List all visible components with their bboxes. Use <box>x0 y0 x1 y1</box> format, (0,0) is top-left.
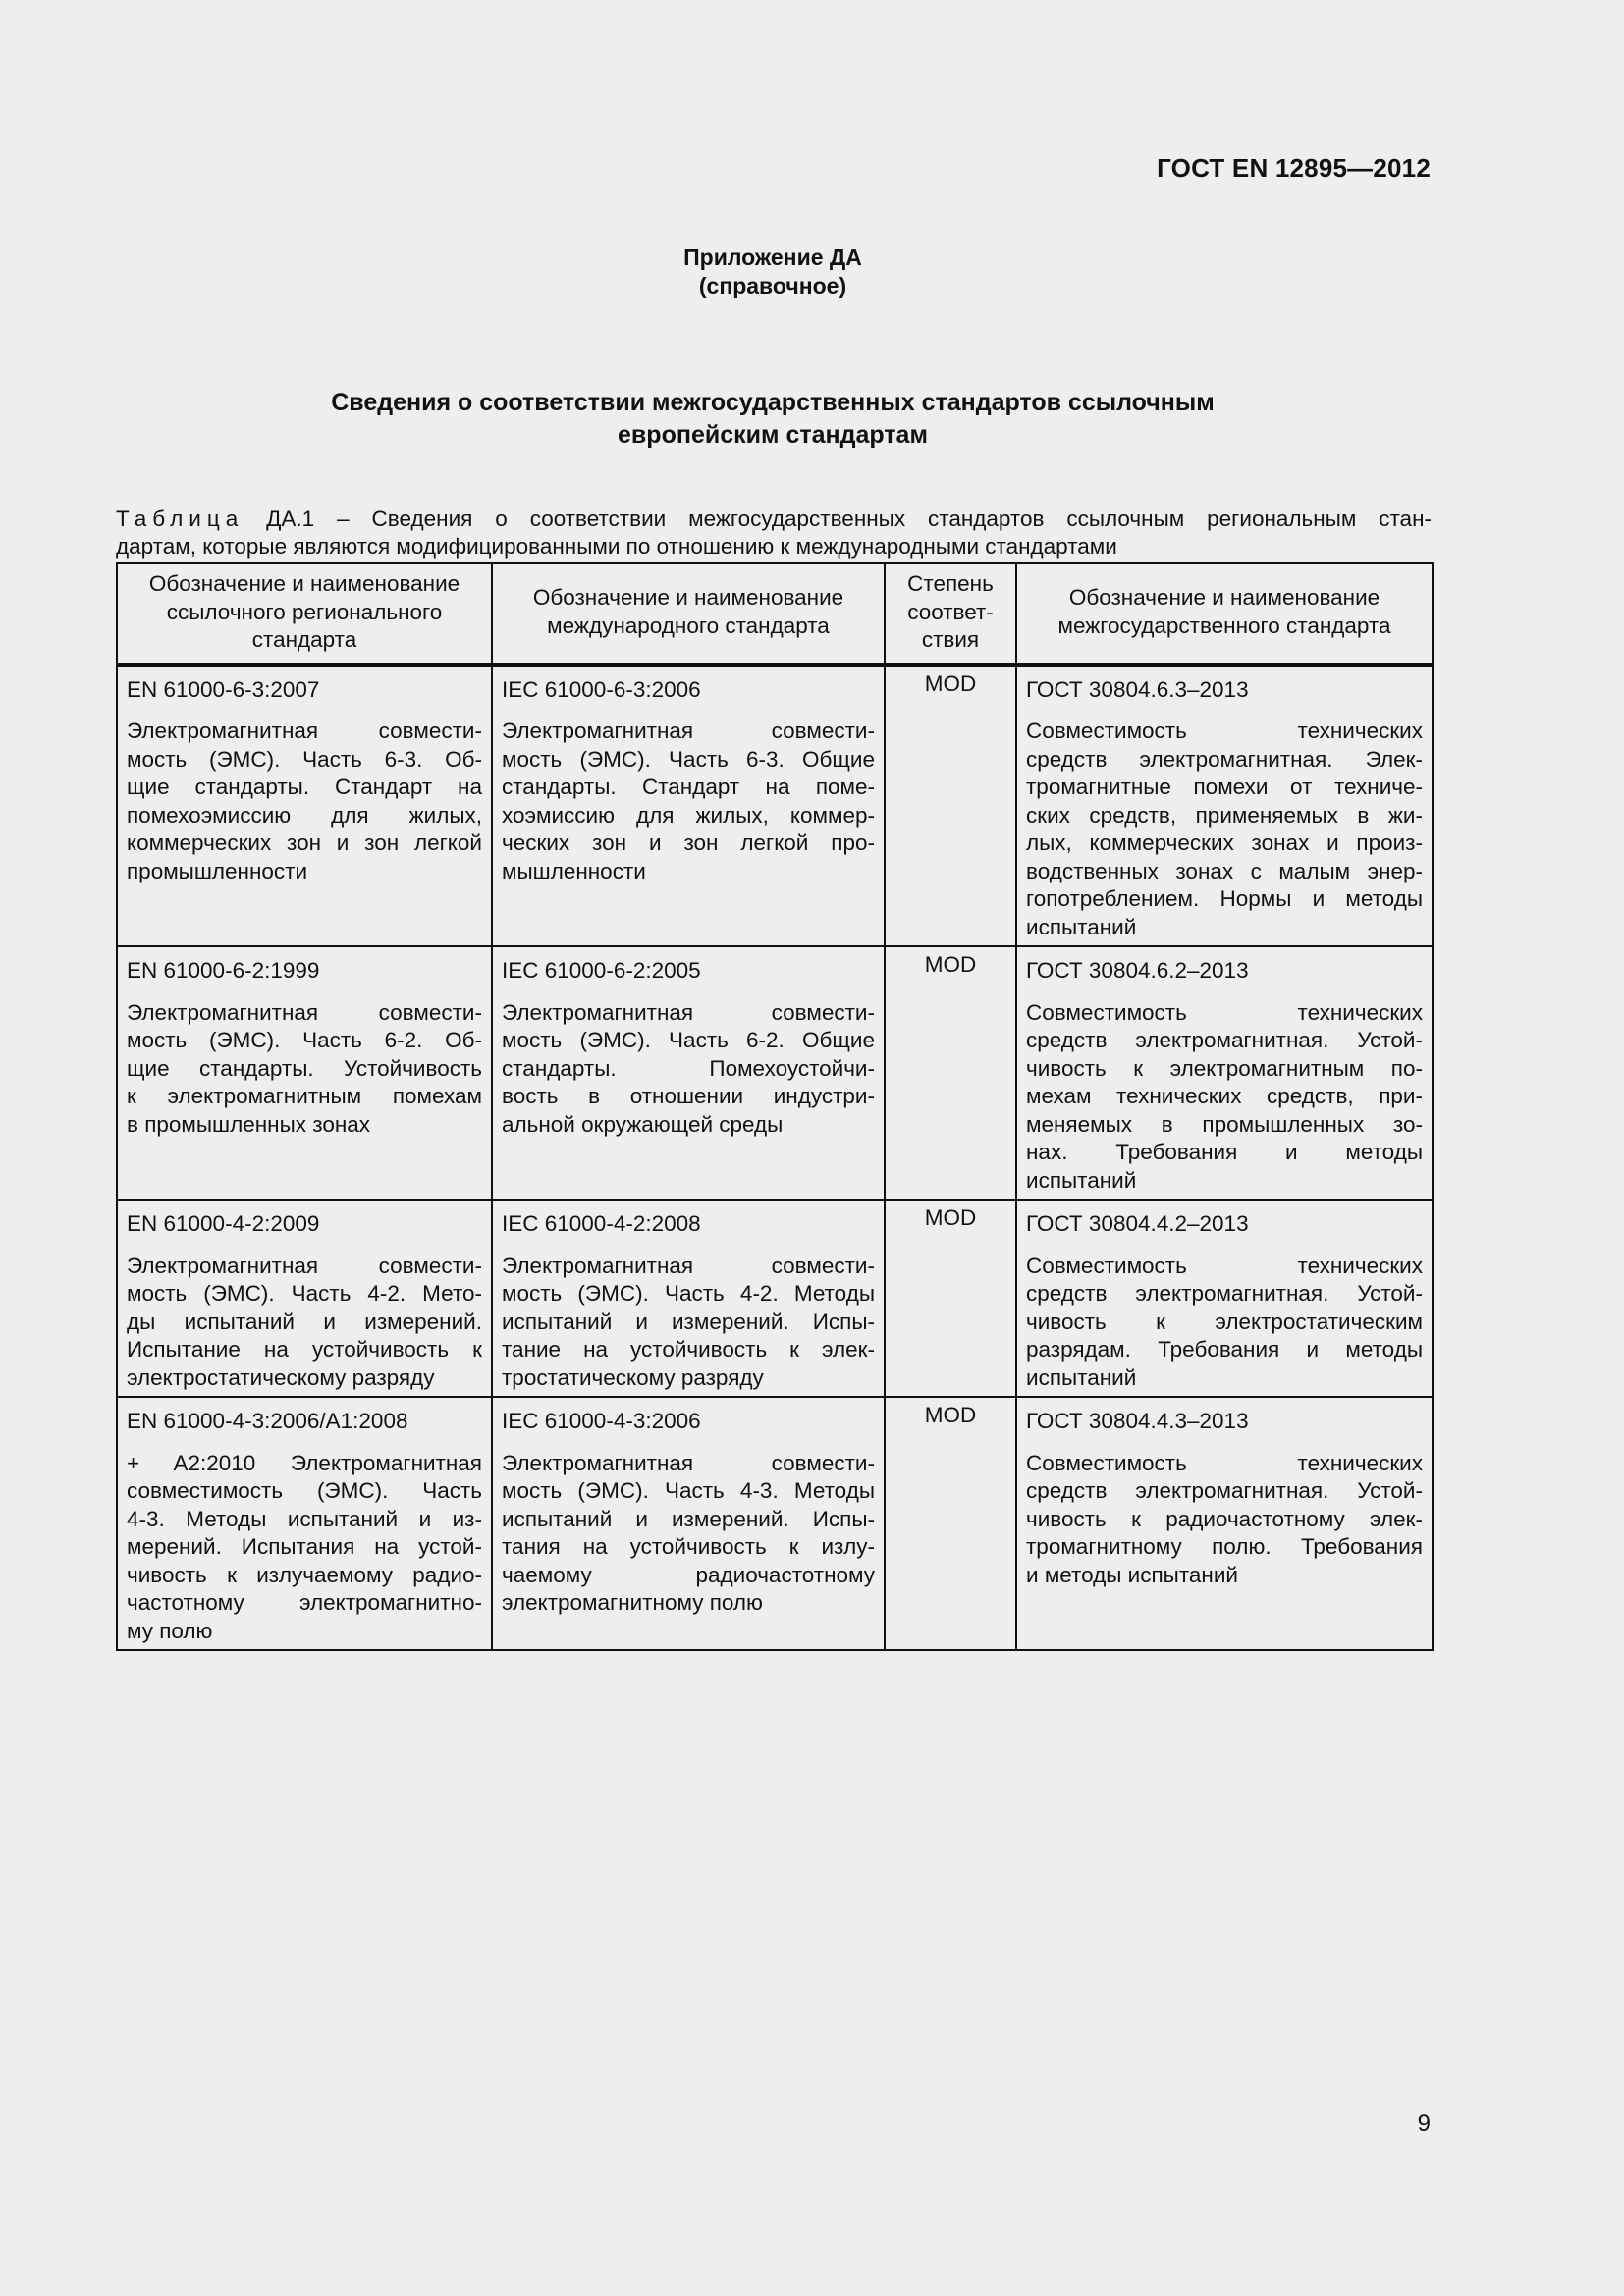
standard-code: EN 61000-4-2:2009 <box>127 1211 320 1236</box>
table-caption <box>116 506 1432 561</box>
standard-title-line: тростатическому разряду <box>502 1364 764 1390</box>
standard-title-line: Электромагнитная совмести- <box>502 719 875 743</box>
standard-code: IEC 61000-4-3:2006 <box>502 1409 701 1433</box>
table-row <box>117 1397 1433 1650</box>
standard-title-line: средств электромагнитная. Устой- <box>1026 1478 1423 1503</box>
standard-title-line: тромагнитные помехи от техниче- <box>1026 774 1423 799</box>
standard-title-line: разрядам. Требования и методы <box>1026 1337 1423 1362</box>
table-header-row <box>117 563 1433 665</box>
standard-title-line: стандарты. Стандарт на поме- <box>502 774 875 799</box>
standard-title-line: хоэмиссию для жилых, коммер- <box>502 802 875 828</box>
regional-standard-cell <box>117 946 492 1200</box>
standard-title-line: мость (ЭМС). Часть 4-2. Методы <box>502 1281 875 1306</box>
appendix-title: Приложение ДА <box>683 244 862 270</box>
table-caption-text: ДА.1 – Сведения о соответствии межгосударственных стандартов ссылочным региональным стан- <box>266 507 1432 531</box>
regional-standard-cell <box>117 665 492 947</box>
standard-title-line: мерений. Испытания на устой- <box>127 1534 482 1559</box>
standard-title-line: мость (ЭМС). Часть 6-3. Об- <box>127 746 482 772</box>
standard-title-line: Электромагнитная совмести- <box>127 1253 482 1278</box>
standard-title-line: альной окружающей среды <box>502 1111 784 1137</box>
standard-title-line: Совместимость технических <box>1026 1450 1423 1475</box>
standard-title-line: чивость к электромагнитным по- <box>1026 1055 1423 1081</box>
regional-standard-cell <box>117 1397 492 1650</box>
degree-value: MOD <box>924 952 977 977</box>
standard-title-line: чивость к радиочастотному элек- <box>1026 1506 1423 1531</box>
standard-title-line: мость (ЭМС). Часть 6-2. Общие <box>502 1028 875 1052</box>
header-interstate-standard: Обозначение и наименование межгосударственного стандарта <box>1016 563 1433 665</box>
standard-title-line: средств электромагнитная. Устой- <box>1026 1281 1423 1306</box>
standard-title-line: вость в отношении индустри- <box>502 1084 875 1108</box>
standard-title-line: ды испытаний и измерений. <box>127 1308 482 1334</box>
standard-code: IEC 61000-6-3:2006 <box>502 676 701 702</box>
standard-title-line: чивость к излучаемому радио- <box>127 1562 482 1587</box>
standard-title-line: мость (ЭМС). Часть 6-2. Об- <box>127 1028 482 1052</box>
standard-title-line: Электромагнитная совмести- <box>502 1253 875 1278</box>
standard-title-line: щие стандарты. Устойчивость <box>127 1055 482 1081</box>
standard-title-line: испытаний и измерений. Испы- <box>502 1506 875 1531</box>
appendix-subtitle: (справочное) <box>698 273 847 298</box>
standard-code: EN 61000-6-2:1999 <box>127 958 320 983</box>
degree-cell <box>885 665 1016 947</box>
standard-title-line: в промышленных зонах <box>127 1111 371 1137</box>
standard-title-line: коммерческих зон и зон легкой <box>127 830 482 855</box>
standard-code: ГОСТ 30804.4.3–2013 <box>1026 1409 1249 1433</box>
standard-title-line: му полю <box>127 1618 213 1643</box>
main-title-line: Сведения о соответствии межгосударственных стандартов ссылочным <box>331 389 1215 416</box>
standard-title-line: испытаний <box>1026 914 1137 939</box>
appendix-heading <box>0 243 1545 300</box>
standard-title-line: ческих зон и зон легкой про- <box>502 830 875 855</box>
standard-title-line: испытаний <box>1026 1364 1137 1390</box>
table-caption-line <box>116 506 1432 533</box>
standard-title-line: средств электромагнитная. Устой- <box>1026 1028 1423 1052</box>
standard-title-line: Электромагнитная совмести- <box>127 999 482 1025</box>
document-code: ГОСТ EN 12895—2012 <box>1157 153 1431 183</box>
standard-title-line: мехам технических средств, при- <box>1026 1084 1423 1108</box>
standard-title-line: тания на устойчивость к излу- <box>502 1534 875 1559</box>
international-standard-cell <box>492 1397 885 1650</box>
interstate-standard-cell <box>1016 665 1433 947</box>
standard-title-line: водственных зонах с малым энер- <box>1026 858 1423 883</box>
regional-standard-cell <box>117 1200 492 1397</box>
standard-title-line: щие стандарты. Стандарт на <box>127 774 482 799</box>
standard-title-line: и методы испытаний <box>1026 1562 1238 1587</box>
standard-title-line: чаемому радиочастотному <box>502 1562 875 1587</box>
standard-code: ГОСТ 30804.6.3–2013 <box>1026 676 1249 702</box>
standard-title-line: электростатическому разряду <box>127 1364 435 1390</box>
standard-title-line: Совместимость технических <box>1026 719 1423 743</box>
standard-code: IEC 61000-6-2:2005 <box>502 958 701 983</box>
international-standard-cell <box>492 665 885 947</box>
standard-title-line: ских средств, применяемых в жи- <box>1026 802 1423 828</box>
standard-title-line: чивость к электростатическим <box>1026 1308 1423 1334</box>
standard-title-line: тание на устойчивость к элек- <box>502 1337 875 1362</box>
interstate-standard-cell <box>1016 946 1433 1200</box>
standard-code: EN 61000-6-3:2007 <box>127 676 320 702</box>
standard-title-line: частотному электромагнитно- <box>127 1590 482 1615</box>
standard-title-line: помехоэмиссию для жилых, <box>127 802 482 828</box>
standard-title-line: мышленности <box>502 858 646 883</box>
standard-title-line: Электромагнитная совмести- <box>502 1450 875 1475</box>
degree-value: MOD <box>924 1205 977 1230</box>
standard-title-line: испытаний <box>1026 1167 1137 1193</box>
header-regional-standard: Обозначение и наименование ссылочного регионального стандарта <box>117 563 492 665</box>
standard-title-line: лых, коммерческих зонах и произ- <box>1026 830 1423 855</box>
degree-cell <box>885 946 1016 1200</box>
interstate-standard-cell <box>1016 1200 1433 1397</box>
international-standard-cell <box>492 946 885 1200</box>
table-caption-prefix: Таблица <box>116 507 244 531</box>
standard-title-line: Электромагнитная совмести- <box>502 999 875 1025</box>
standard-title-line: мость (ЭМС). Часть 6-3. Общие <box>502 746 875 772</box>
standard-title-line: + A2:2010 Электромагнитная <box>127 1450 482 1475</box>
standard-title-line: мость (ЭМС). Часть 4-3. Методы <box>502 1478 875 1503</box>
standard-title-line: совместимость (ЭМС). Часть <box>127 1478 482 1503</box>
standard-code: EN 61000-4-3:2006/A1:2008 <box>127 1409 408 1433</box>
standard-title-line: к электромагнитным помехам <box>127 1084 482 1108</box>
standard-title-line: Электромагнитная совмести- <box>127 719 482 743</box>
standard-title-line: гопотреблением. Нормы и методы <box>1026 886 1423 911</box>
standard-title-line: электромагнитному полю <box>502 1590 763 1615</box>
international-standard-cell <box>492 1200 885 1397</box>
standard-code: ГОСТ 30804.6.2–2013 <box>1026 958 1249 983</box>
table-caption-line: дартам, которые являются модифицированными по отношению к международными стандартами <box>116 534 1117 559</box>
header-international-standard: Обозначение и наименование международного стандарта <box>492 563 885 665</box>
header-degree: Степень соответ- ствия <box>885 563 1016 665</box>
standard-title-line: испытаний и измерений. Испы- <box>502 1308 875 1334</box>
standard-title-line: Совместимость технических <box>1026 999 1423 1025</box>
standard-title-line: мость (ЭМС). Часть 4-2. Мето- <box>127 1281 482 1306</box>
standard-code: ГОСТ 30804.4.2–2013 <box>1026 1211 1249 1236</box>
main-title <box>0 387 1545 452</box>
standard-title-line: стандарты. Помехоустойчи- <box>502 1055 875 1081</box>
page-number: 9 <box>1417 2110 1431 2137</box>
main-title-line: европейским стандартам <box>618 421 928 449</box>
standard-title-line: промышленности <box>127 858 308 883</box>
standard-title-line: Совместимость технических <box>1026 1253 1423 1278</box>
standard-title-line: Испытание на устойчивость к <box>127 1337 482 1362</box>
degree-cell <box>885 1397 1016 1650</box>
standards-table <box>116 562 1434 1651</box>
standard-title-line: средств электромагнитная. Элек- <box>1026 746 1423 772</box>
interstate-standard-cell <box>1016 1397 1433 1650</box>
standard-title-line: 4-3. Методы испытаний и из- <box>127 1506 482 1531</box>
degree-value: MOD <box>924 1403 977 1427</box>
table-row <box>117 946 1433 1200</box>
standard-title-line: нах. Требования и методы <box>1026 1140 1423 1164</box>
degree-value: MOD <box>924 670 977 696</box>
standard-title-line: меняемых в промышленных зо- <box>1026 1111 1423 1137</box>
standard-title-line: тромагнитному полю. Требования <box>1026 1534 1423 1559</box>
degree-cell <box>885 1200 1016 1397</box>
table-row <box>117 665 1433 947</box>
standard-code: IEC 61000-4-2:2008 <box>502 1211 701 1236</box>
table-row <box>117 1200 1433 1397</box>
